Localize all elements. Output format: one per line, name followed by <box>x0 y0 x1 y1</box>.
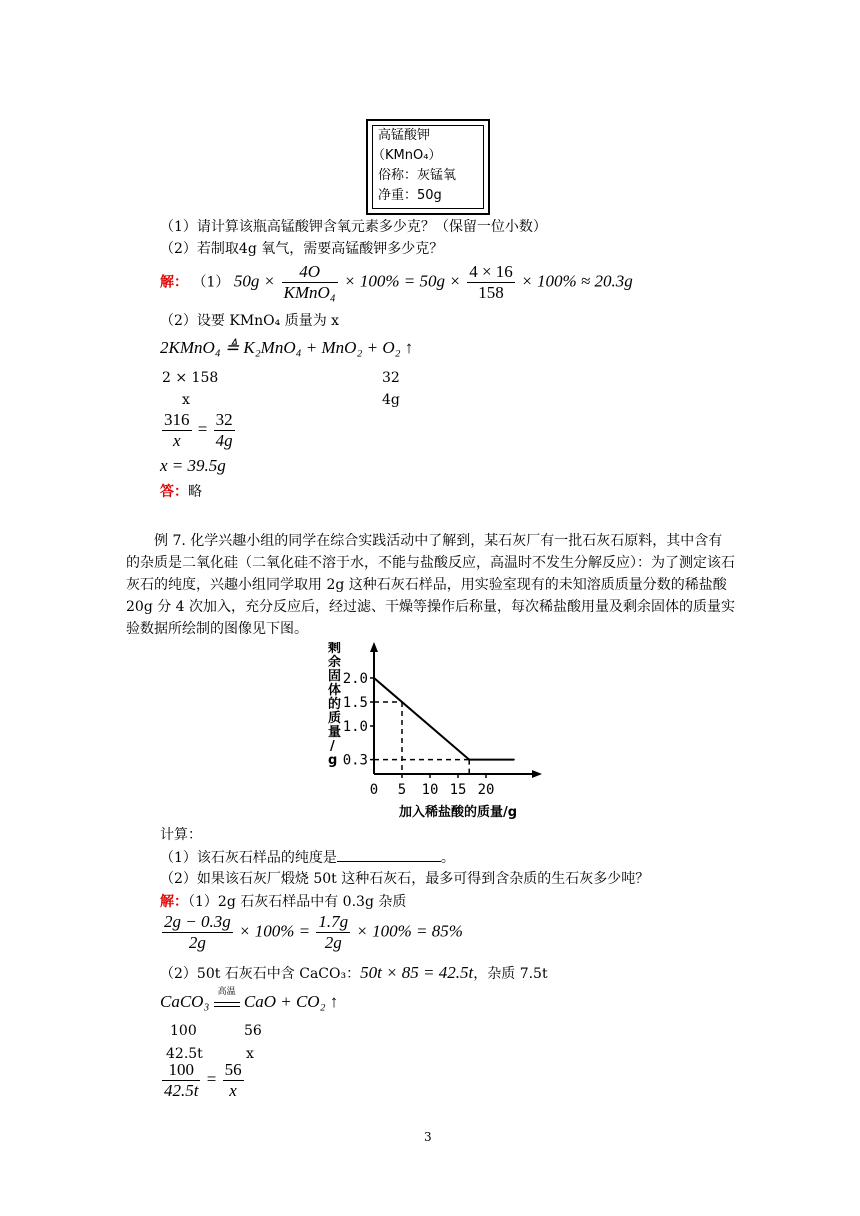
reaction-condition-arrow <box>214 987 240 1007</box>
answer-text: 略 <box>188 484 202 500</box>
unknown-left: x <box>182 392 190 408</box>
reaction-condition: 高温 <box>217 987 236 997</box>
fraction-numerator: 316 <box>164 410 190 429</box>
fraction-numerator: 56 <box>224 1060 242 1079</box>
fraction-denominator: 2g <box>188 933 206 952</box>
answer-blank[interactable] <box>337 848 441 862</box>
fraction-denominator: x <box>229 1081 237 1100</box>
part-2-prefix: （2）50t 石灰石中含 CaCO₃： <box>160 966 361 982</box>
fraction-numerator: 2g − 0.3g <box>164 912 231 931</box>
calc-unknown-right: x <box>246 1046 254 1062</box>
fraction-numerator: 4 × 16 <box>469 262 513 281</box>
purity-formula <box>160 912 463 953</box>
y-axis-label: 剩余固体的质量/ g <box>328 642 342 768</box>
calc-proportion-right <box>223 1060 244 1101</box>
x-tick-label: 5 <box>397 782 407 798</box>
example-7-paragraph: 例 7. 化学兴趣小组的同学在综合实践活动中了解到，某石灰厂有一批石灰石原料，其中含有的杂质是二氧化硅（二氧化硅不溶于水，不能与盐酸反应，高温时不发生分解反应）：为了测定该石灰石的纯度，兴趣小组同学取用 2g 这种石灰石样品，用实验室现有的未知溶质质量分数的稀盐酸 20g 分 4 次加入，充分反应后，经过滤、干燥等操作后称量，每次稀盐酸用量及剩余固体的质量实验数据所绘制的图像见下图。 <box>126 533 736 637</box>
data-point <box>373 677 375 679</box>
fraction-4o-over-kmno4 <box>282 262 338 303</box>
fraction-denominator: 2g <box>324 933 342 952</box>
question-1: （1）请计算该瓶高锰酸钾含氧元素多少克？（保留一位小数） <box>160 219 547 235</box>
equation-products: CaO + CO₂ ↑ <box>243 992 339 1011</box>
calc-question-1-end: 。 <box>440 850 455 866</box>
fraction-denominator: KMnO₄ <box>283 283 336 302</box>
x-axis-label: 加入稀盐酸的质量/g <box>398 805 518 820</box>
x-tick-label: 20 <box>477 782 495 798</box>
fraction-numerator: 32 <box>215 410 233 429</box>
fraction-numerator: 4O <box>282 262 338 283</box>
y-tick-label: 1.5 <box>342 695 368 711</box>
solution-2-result: x = 39.5g <box>160 456 226 475</box>
x-tick-label: 10 <box>421 782 439 798</box>
purity-fraction-1 <box>162 912 233 953</box>
proportion-equation <box>160 410 237 451</box>
x-tick-label: 15 <box>449 782 467 798</box>
fraction-denominator: 42.5t <box>164 1081 199 1100</box>
proportion-left <box>162 410 192 451</box>
label-common-name: 俗称：灰锰氧 <box>378 168 457 183</box>
fraction-numerator: 1.7g <box>318 912 349 931</box>
solution-mid: × 100% = 50g × <box>344 271 461 291</box>
calc-question-1-text: （1）该石灰石样品的纯度是 <box>160 850 337 866</box>
solution-lhs: 50g × <box>233 271 276 291</box>
calc-heading: 计算： <box>160 827 202 843</box>
solution-1-line <box>160 262 633 303</box>
calc-proportion <box>160 1060 246 1101</box>
calc-known-left: 42.5t <box>166 1046 203 1062</box>
fraction-numerator: 100 <box>162 1060 200 1081</box>
page-number: 3 <box>424 1130 432 1144</box>
purity-mid: × 100% = <box>238 921 311 941</box>
fraction-denominator: 4g <box>215 431 233 450</box>
decomposition-equation: 2KMnO₄ ≜ K₂MnO₄ + MnO₂ + O₂ ↑ <box>160 338 414 357</box>
purity-fraction-2 <box>316 912 350 953</box>
calc-solution-1-line <box>160 893 406 911</box>
calc-molar-right: 56 <box>244 1023 262 1039</box>
fraction-denominator: x <box>172 431 181 450</box>
y-tick-label: 0.3 <box>342 752 368 769</box>
calc-solution-text: （1）2g 石灰石样品中有 0.3g 杂质 <box>188 894 407 910</box>
equation-reactant: CaCO₃ <box>160 992 210 1011</box>
molar-mass-right: 32 <box>382 370 400 386</box>
equals-sign: = <box>197 419 208 439</box>
part-2-suffix: ，杂质 7.5t <box>473 966 548 982</box>
x-axis-arrow <box>532 770 542 778</box>
equals-sign: = <box>206 1069 217 1089</box>
calc-question-1 <box>160 848 455 867</box>
y-tick-label: 2.0 <box>342 671 368 687</box>
data-point <box>468 759 470 761</box>
label-net-weight: 净重：50g <box>378 188 442 203</box>
data-line <box>374 678 514 760</box>
calc-part-2-line <box>160 964 548 983</box>
fraction-64-over-158 <box>467 262 515 303</box>
label-name: 高锰酸钾 <box>378 128 431 143</box>
calc-proportion-left <box>162 1060 200 1101</box>
calc-solution-label: 解： <box>160 894 188 910</box>
y-axis-arrow <box>370 642 378 652</box>
purity-result: × 100% = 85% <box>356 921 463 941</box>
x-tick-label: 0 <box>369 782 379 798</box>
solution-label: 解： <box>160 274 188 291</box>
residual-solid-chart <box>326 642 546 822</box>
equals-double-line <box>214 1002 240 1007</box>
label-formula: （KMnO₄） <box>372 148 442 163</box>
known-right: 4g <box>382 392 400 408</box>
calcination-equation <box>160 987 339 1012</box>
answer-label: 答： <box>160 484 188 500</box>
fraction-denominator: 158 <box>478 283 504 302</box>
calc-question-2: （2）如果该石灰厂煅烧 50t 这种石灰石，最多可得到含杂质的生石灰多少吨？ <box>160 871 650 887</box>
proportion-right <box>214 410 235 451</box>
solution-part-prefix: （1） <box>192 274 230 291</box>
solution-2-intro: （2）设要 KMnO₄ 质量为 x <box>160 313 340 329</box>
calc-molar-left: 100 <box>170 1023 197 1039</box>
answer-line <box>160 483 202 501</box>
y-tick-label: 1.0 <box>342 719 368 735</box>
solution-result: × 100% ≈ 20.3g <box>521 271 633 291</box>
part-2-math: 50t × 85 = 42.5t <box>360 963 474 982</box>
molar-mass-left: 2 × 158 <box>162 370 219 386</box>
question-2: （2）若制取4g 氧气，需要高锰酸钾多少克？ <box>160 241 444 257</box>
data-point <box>513 759 515 761</box>
